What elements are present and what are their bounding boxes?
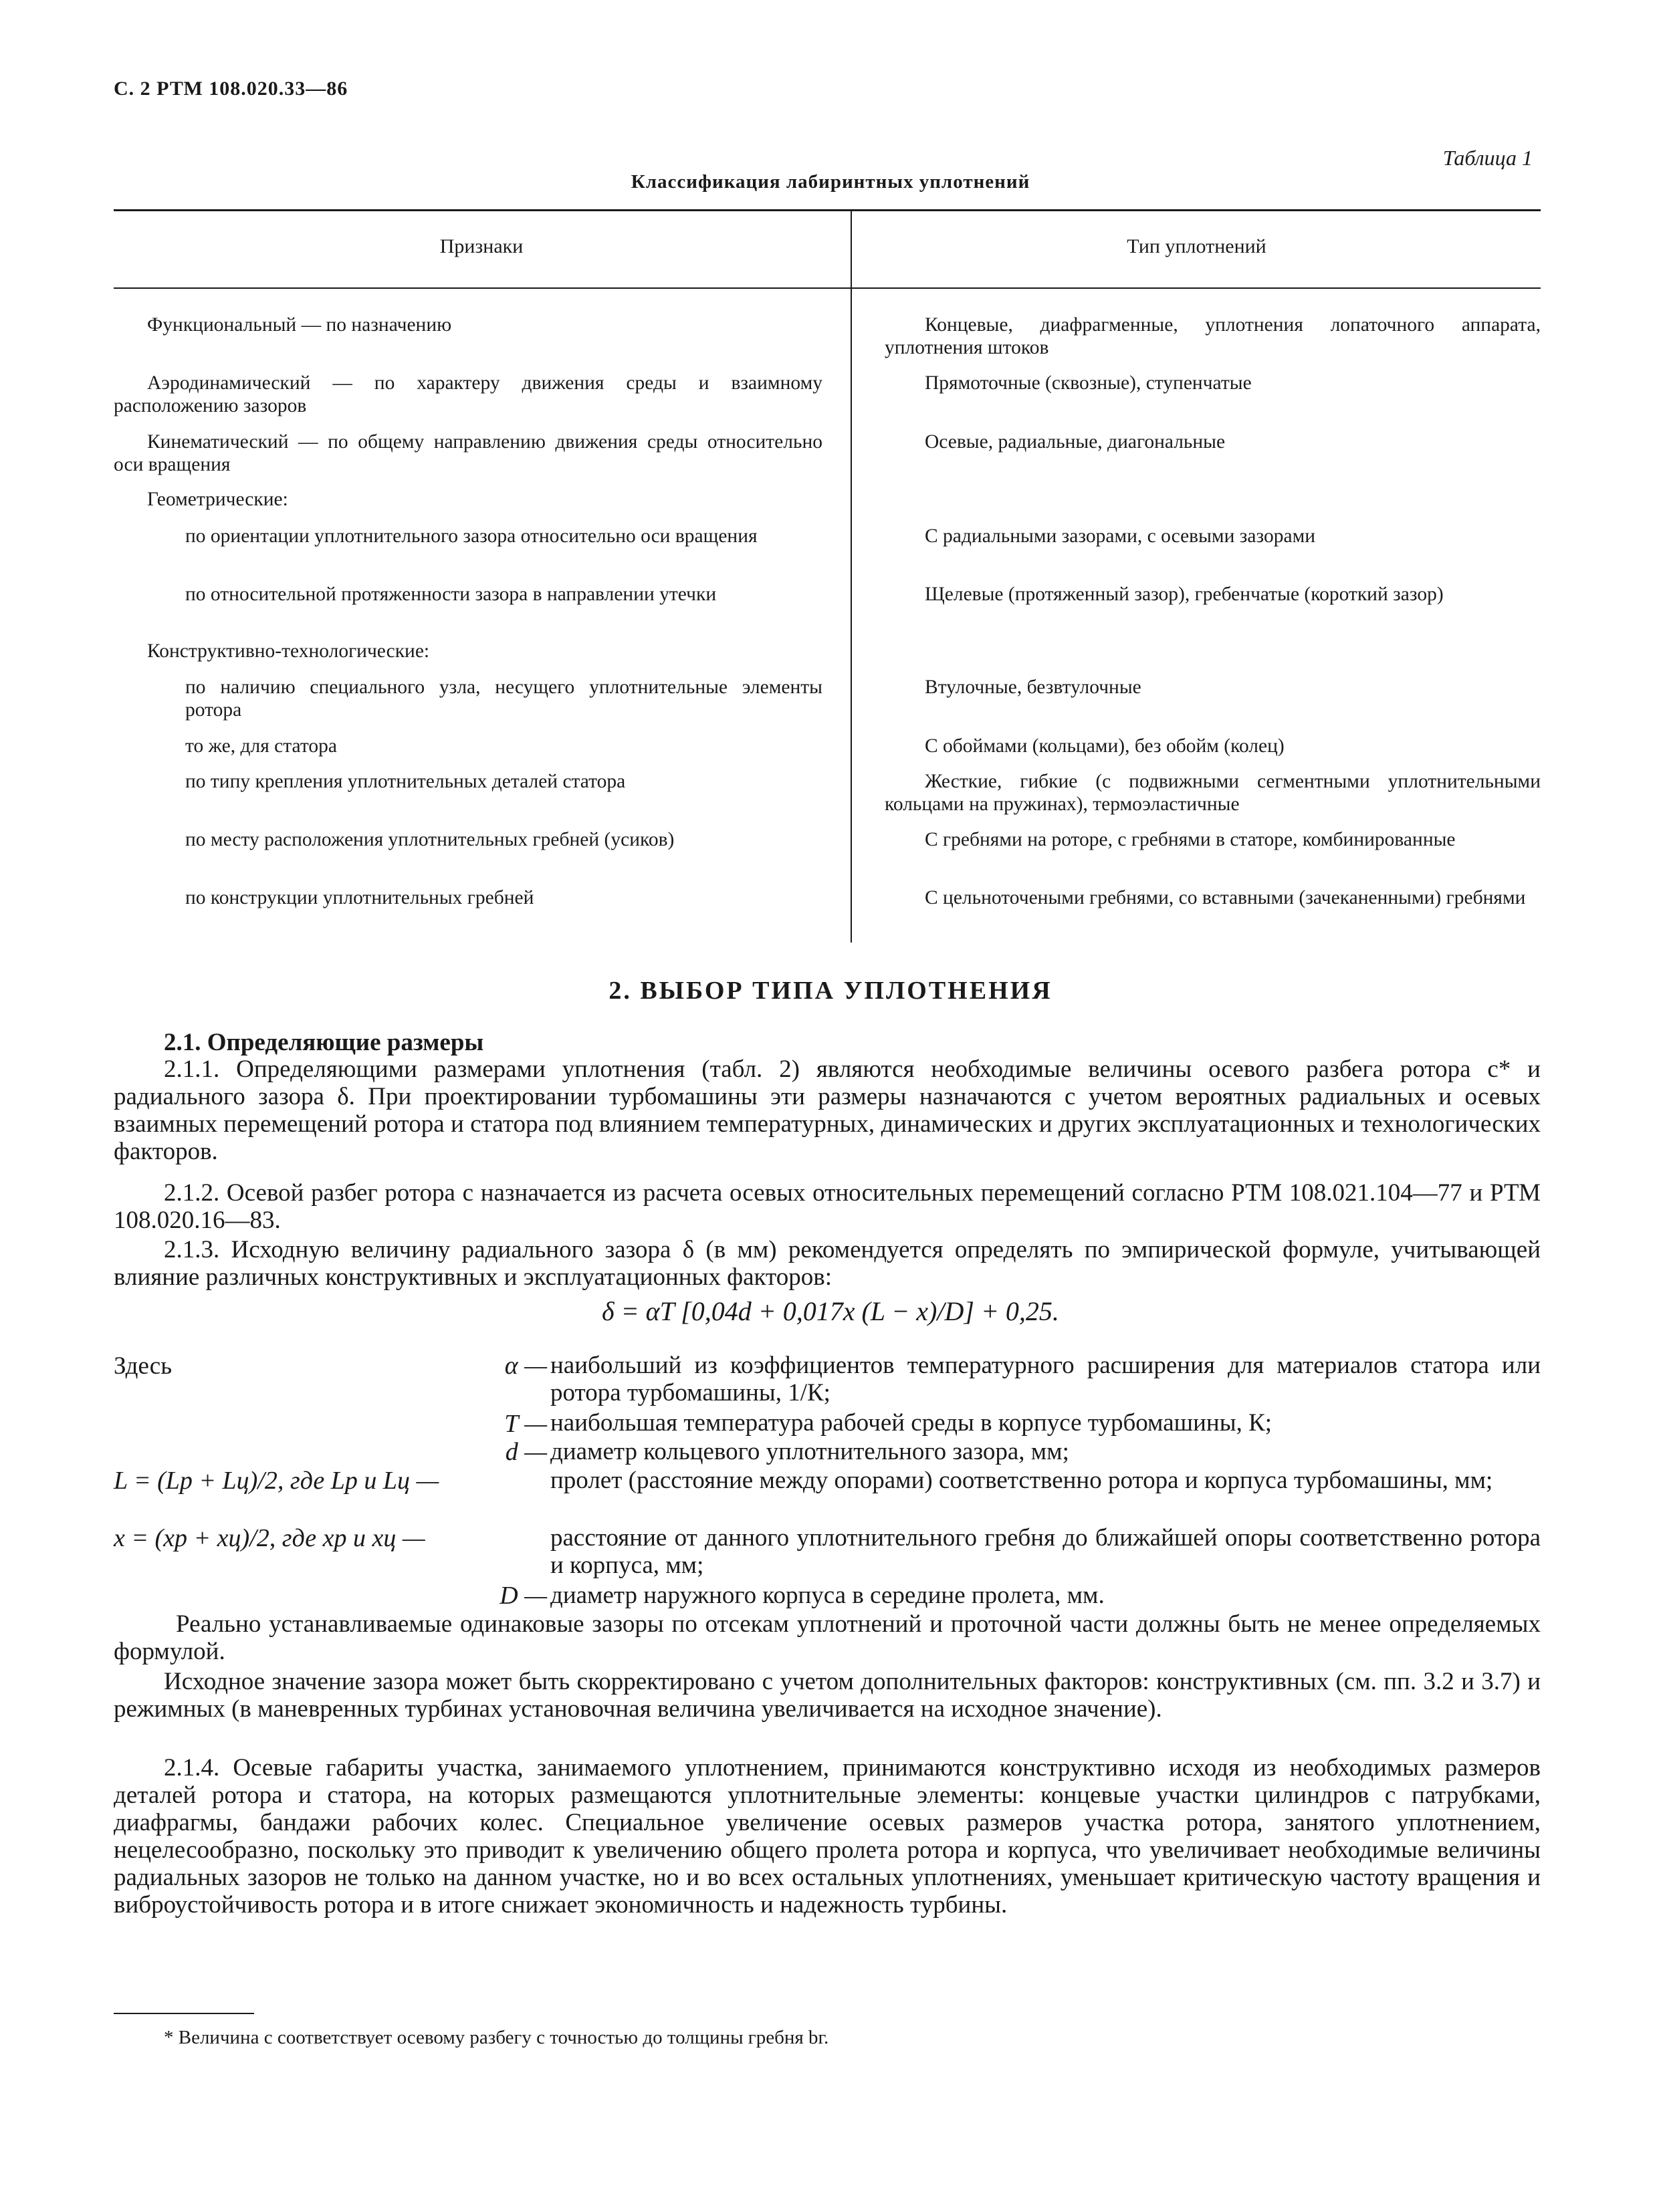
table-row-type: Осевые, радиальные, диагональные xyxy=(925,431,1226,453)
legend-symbol: d — xyxy=(505,1438,547,1466)
table-row-type: Концевые, диафрагменные, уплотнения лопаточного аппарата, уплотнения штоков xyxy=(885,314,1541,358)
legend-text: наибольшая температура рабочей среды в корпусе турбомашины, К; xyxy=(550,1409,1272,1437)
section-heading: 2. ВЫБОР ТИПА УПЛОТНЕНИЯ xyxy=(608,977,1053,1005)
table-row-sign: Функциональный — по назначению xyxy=(147,314,452,336)
table-row-type: Прямоточные (сквозные), ступенчатые xyxy=(925,372,1252,394)
legend-text: диаметр наружного корпуса в середине пролета, мм. xyxy=(550,1582,1105,1609)
formula-radial-gap: δ = αT [0,04d + 0,017x (L − x)/D] + 0,25. xyxy=(602,1296,1059,1326)
legend-symbol: D — xyxy=(500,1582,547,1610)
table-header-signs: Признаки xyxy=(439,235,524,257)
table-top-rule xyxy=(114,209,1541,211)
table-row-sign: по типу крепления уплотнительных деталей статора xyxy=(185,771,626,792)
table-row-sign: по наличию специального узла, несущего уплотнительные элементы ротора xyxy=(185,677,822,721)
table-header-types: Тип уплотнений xyxy=(1127,235,1266,257)
table-header-rule xyxy=(114,287,1541,289)
table-row-sign: то же, для статора xyxy=(185,735,337,757)
paragraph-2-1-1: 2.1.1. Определяющими размерами уплотнения (табл. 2) являются необходимые величины осевого разбега ротора с* и радиального зазора δ. При проектировании турбомашины эти размеры назначаются с учетом вероятных радиальных и осевых взаимных перемещений ротора и статора под влиянием температурных, динамических и других эксплуатационных и технологических факторов. xyxy=(114,1056,1541,1165)
paragraph-2-1-2: 2.1.2. Осевой разбег ротора с назначается из расчета осевых относительных перемещений согласно РТМ 108.021.104—77 и РТМ 108.020.16—83. xyxy=(114,1179,1541,1234)
subsection-heading: 2.1. Определяющие размеры xyxy=(164,1029,484,1056)
legend-text: наибольший из коэффициентов температурного расширения для материалов статора или ротора турбомашины, 1/К; xyxy=(550,1352,1541,1406)
table-row-type: С гребнями на роторе, с гребнями в статоре, комбинированные xyxy=(925,829,1456,850)
table-row-sign: по конструкции уплотнительных гребней xyxy=(185,887,534,908)
table-row-sign: Геометрические: xyxy=(147,489,288,510)
table-number: Таблица 1 xyxy=(1442,146,1533,170)
paragraph-real-gaps: Реально устанавливаемые одинаковые зазоры по отсекам уплотнений и проточной части должны быть не менее определяемых формулой. xyxy=(114,1610,1541,1665)
legend-symbol: T — xyxy=(504,1410,547,1438)
legend-text: расстояние от данного уплотнительного гребня до ближайшей опоры соответственно ротора и корпуса, мм; xyxy=(550,1524,1541,1579)
paragraph-initial-gap: Исходное значение зазора может быть скорректировано с учетом дополнительных факторов: конструктивных (см. пп. 3.2 и 3.7) и режимных (в маневренных турбинах установочная величина увеличивается на исходное значение). xyxy=(114,1668,1541,1723)
paragraph-2-1-4: 2.1.4. Осевые габариты участка, занимаемого уплотнением, принимаются конструктивно исходя из необходимых размеров деталей ротора и статора, на которых размещаются уплотнительные элементы: концевые участки цилиндров с патрубками, диафрагмы, бандажи рабочих колес. Специальное увеличение осевых размеров участка ротора, занятого уплотнением, нецелесообразно, поскольку это приводит к увеличению общего пролета ротора и корпуса, что увеличивает необходимые величины радиальных зазоров не только на данном участке, но и во всех остальных уплотнениях, уменьшает критическую частоту вращения и виброустойчивость ротора и в итоге снижает экономичность и надежность турбины. xyxy=(114,1754,1541,1919)
legend-here-label: Здесь xyxy=(114,1352,173,1380)
table-row-type: Щелевые (протяженный зазор), гребенчатые (короткий зазор) xyxy=(925,584,1444,605)
table-column-divider xyxy=(851,209,852,943)
legend-symbol: x = (xр + xц)/2, где xр и xц — xyxy=(114,1524,425,1552)
table-row-type: С обоймами (кольцами), без обойм (колец) xyxy=(925,735,1285,757)
table-row-type: Втулочные, безвтулочные xyxy=(925,677,1141,698)
paragraph-2-1-3: 2.1.3. Исходную величину радиального зазора δ (в мм) рекомендуется определять по эмпирической формуле, учитывающей влияние различных конструктивных и эксплуатационных факторов: xyxy=(114,1236,1541,1291)
table-row-sign: Кинематический — по общему направлению движения среды относительно оси вращения xyxy=(114,431,822,475)
table-title: Классификация лабиринтных уплотнений xyxy=(631,171,1030,193)
table-row-type: Жесткие, гибкие (с подвижными сегментными уплотнительными кольцами на пружинах), термоэластичные xyxy=(885,771,1541,815)
legend-text: диаметр кольцевого уплотнительного зазора, мм; xyxy=(550,1438,1069,1465)
table-row-sign: Конструктивно-технологические: xyxy=(147,640,430,662)
legend-text: пролет (расстояние между опорами) соответственно ротора и корпуса турбомашины, мм; xyxy=(550,1467,1493,1494)
table-row-sign: по ориентации уплотнительного зазора относительно оси вращения xyxy=(185,525,758,547)
table-row-type: С радиальными зазорами, с осевыми зазорами xyxy=(925,525,1316,547)
legend-symbol: α — xyxy=(504,1352,547,1380)
table-row-sign: по относительной протяженности зазора в направлении утечки xyxy=(185,584,717,605)
table-row-sign: Аэродинамический — по характеру движения среды и взаимному расположению зазоров xyxy=(114,372,822,416)
footnote-rule xyxy=(114,2013,254,2014)
table-row-type: С цельноточеными гребнями, со вставными (зачеканенными) гребнями xyxy=(925,887,1526,908)
legend-symbol: L = (Lр + Lц)/2, где Lр и Lц — xyxy=(114,1467,439,1495)
footnote: * Величина с соответствует осевому разбегу с точностью до толщины гребня bг. xyxy=(164,2027,829,2048)
page-header: С. 2 РТМ 108.020.33—86 xyxy=(114,78,348,100)
table-row-sign: по месту расположения уплотнительных гребней (усиков) xyxy=(185,829,675,850)
